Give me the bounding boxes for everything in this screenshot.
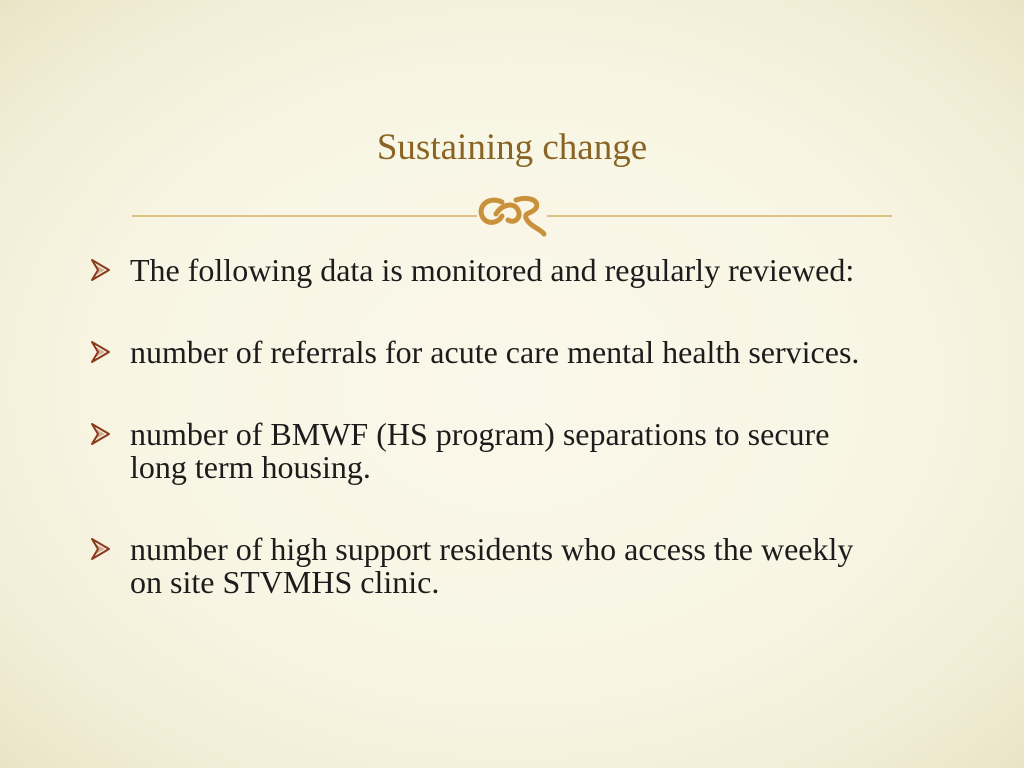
bullet-item (90, 254, 890, 287)
bullet-text: number of high support residents who access the weekly on site STVMHS clinic. (130, 531, 854, 600)
arrow-bullet-icon (90, 537, 112, 561)
arrow-bullet-icon (90, 422, 112, 446)
bullet-list (90, 254, 890, 599)
scroll-flourish-icon (481, 198, 544, 234)
title-divider (132, 190, 892, 240)
bullet-item (90, 336, 890, 369)
bullet-item (90, 533, 890, 599)
bullet-text: The following data is monitored and regularly reviewed: (130, 252, 855, 288)
bullet-text: number of BMWF (HS program) separations to secure long term housing. (130, 416, 830, 485)
arrow-bullet-icon (90, 340, 112, 364)
slide-title: Sustaining change (376, 126, 648, 168)
bullet-item (90, 418, 890, 484)
arrow-bullet-icon (90, 258, 112, 282)
bullet-text: number of referrals for acute care mental health services. (130, 334, 860, 370)
